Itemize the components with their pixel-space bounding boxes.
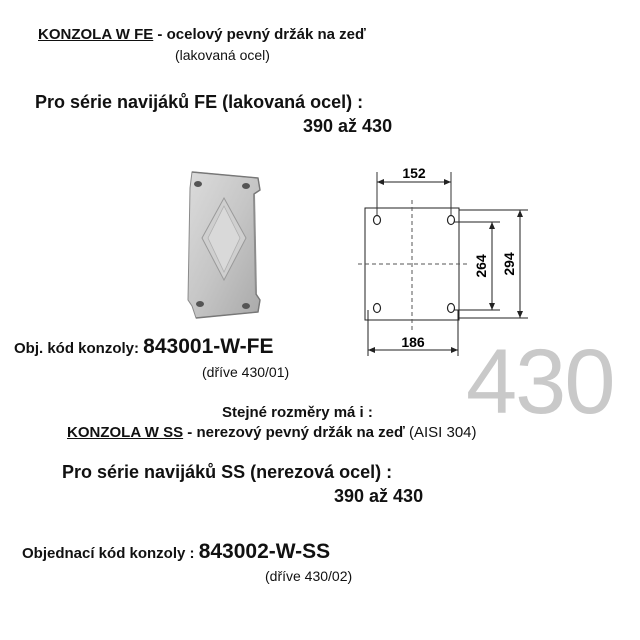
- fe-order-line: [14, 335, 273, 359]
- fe-formerly: (dříve 430/01): [202, 364, 290, 380]
- fe-series-line: Pro série navijáků FE (lakovaná ocel) :: [35, 92, 364, 112]
- fe-order-code: 843001-W-FE: [143, 335, 274, 358]
- fe-title-line: [38, 26, 366, 43]
- fe-material: (lakovaná ocel): [175, 47, 270, 63]
- fe-series-range: 390 až 430: [303, 116, 393, 136]
- ss-formerly: (dříve 430/02): [265, 568, 353, 584]
- same-dimensions-note: Stejné rozměry má i :: [222, 404, 373, 421]
- model-number: 430: [466, 331, 614, 433]
- dim-inner-label: 264: [473, 254, 489, 278]
- fe-order-label: Obj. kód konzoly:: [14, 340, 144, 357]
- bracket-photo: [180, 168, 266, 320]
- dim-bottom-label: 186: [401, 334, 425, 350]
- dim-top-label: 152: [402, 165, 426, 181]
- fe-product-name: KONZOLA W FE: [38, 26, 154, 43]
- ss-order-label: Objednací kód konzoly :: [22, 545, 199, 562]
- ss-series-range: 390 až 430: [334, 486, 424, 506]
- ss-product-name: KONZOLA W SS: [67, 424, 184, 441]
- fe-product-desc: - ocelový pevný držák na zeď: [153, 26, 366, 43]
- ss-product-desc: - nerezový pevný držák na zeď: [183, 424, 409, 441]
- ss-title-line: [67, 424, 477, 441]
- ss-series-line: Pro série navijáků SS (nerezová ocel) :: [62, 462, 393, 482]
- ss-material: (AISI 304): [408, 424, 477, 441]
- dim-outer-label: 294: [501, 252, 517, 276]
- ss-order-line: [22, 540, 330, 564]
- ss-order-code: 843002-W-SS: [198, 540, 331, 563]
